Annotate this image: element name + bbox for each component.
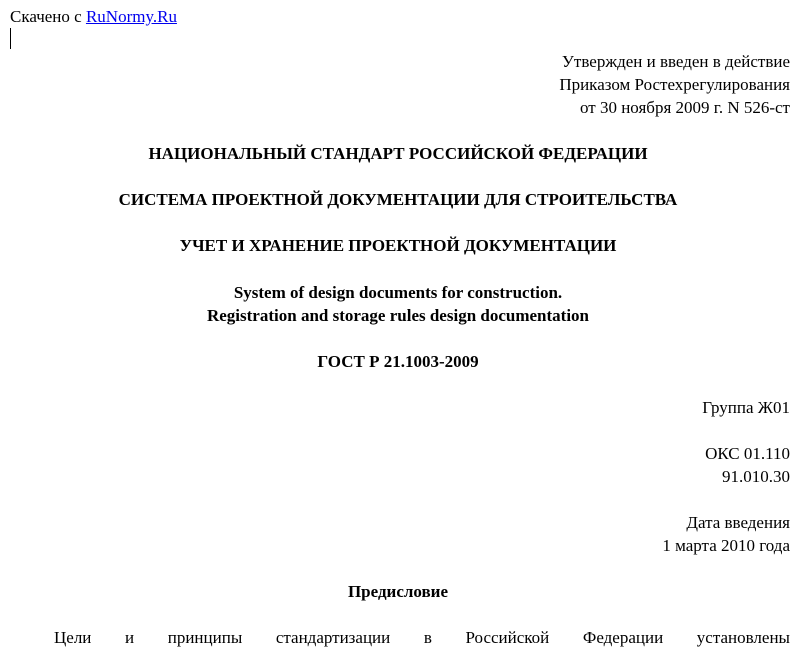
foreword-word: принципы <box>167 628 243 647</box>
foreword-word: стандартизации <box>275 628 391 647</box>
introduction-date-label: Дата введения <box>686 513 790 532</box>
gost-number: ГОСТ Р 21.1003-2009 <box>317 352 479 371</box>
foreword-word: и <box>125 628 135 647</box>
approval-block <box>559 50 790 119</box>
national-standard-title: НАЦИОНАЛЬНЫЙ СТАНДАРТ РОССИЙСКОЙ ФЕДЕРАЦИИ <box>148 144 648 163</box>
english-title-line-2: Registration and storage rules design documentation <box>206 306 590 325</box>
download-source-line <box>10 5 177 28</box>
english-title-line-1: System of design documents for construction. <box>233 283 563 302</box>
oks-block <box>705 442 790 488</box>
foreword-word: Федерации <box>582 628 664 647</box>
foreword-word: в <box>423 628 432 647</box>
approval-line-2: Приказом Ростехрегулирования <box>559 75 790 94</box>
oks-line-1: ОКС 01.110 <box>705 444 790 463</box>
approval-line-1: Утвержден и введен в действие <box>561 52 790 71</box>
group-label: Группа Ж01 <box>702 398 790 417</box>
text-cursor <box>10 28 11 49</box>
subject-title: УЧЕТ И ХРАНЕНИЕ ПРОЕКТНОЙ ДОКУМЕНТАЦИИ <box>179 236 617 255</box>
foreword-word: Российской <box>465 628 550 647</box>
system-title: СИСТЕМА ПРОЕКТНОЙ ДОКУМЕНТАЦИИ ДЛЯ СТРОИТЕЛЬСТВА <box>118 190 678 209</box>
foreword-heading: Предисловие <box>347 582 449 601</box>
oks-line-2: 91.010.30 <box>722 467 790 486</box>
introduction-date-value: 1 марта 2010 года <box>662 536 790 555</box>
introduction-date-block <box>662 511 790 557</box>
downloaded-prefix: Скачено с <box>10 7 82 26</box>
foreword-word: Цели <box>54 628 92 647</box>
foreword-word: установлены <box>696 628 790 647</box>
approval-line-3: от 30 ноября 2009 г. N 526-ст <box>580 98 790 117</box>
site-link[interactable]: RuNormy.Ru <box>85 7 177 26</box>
